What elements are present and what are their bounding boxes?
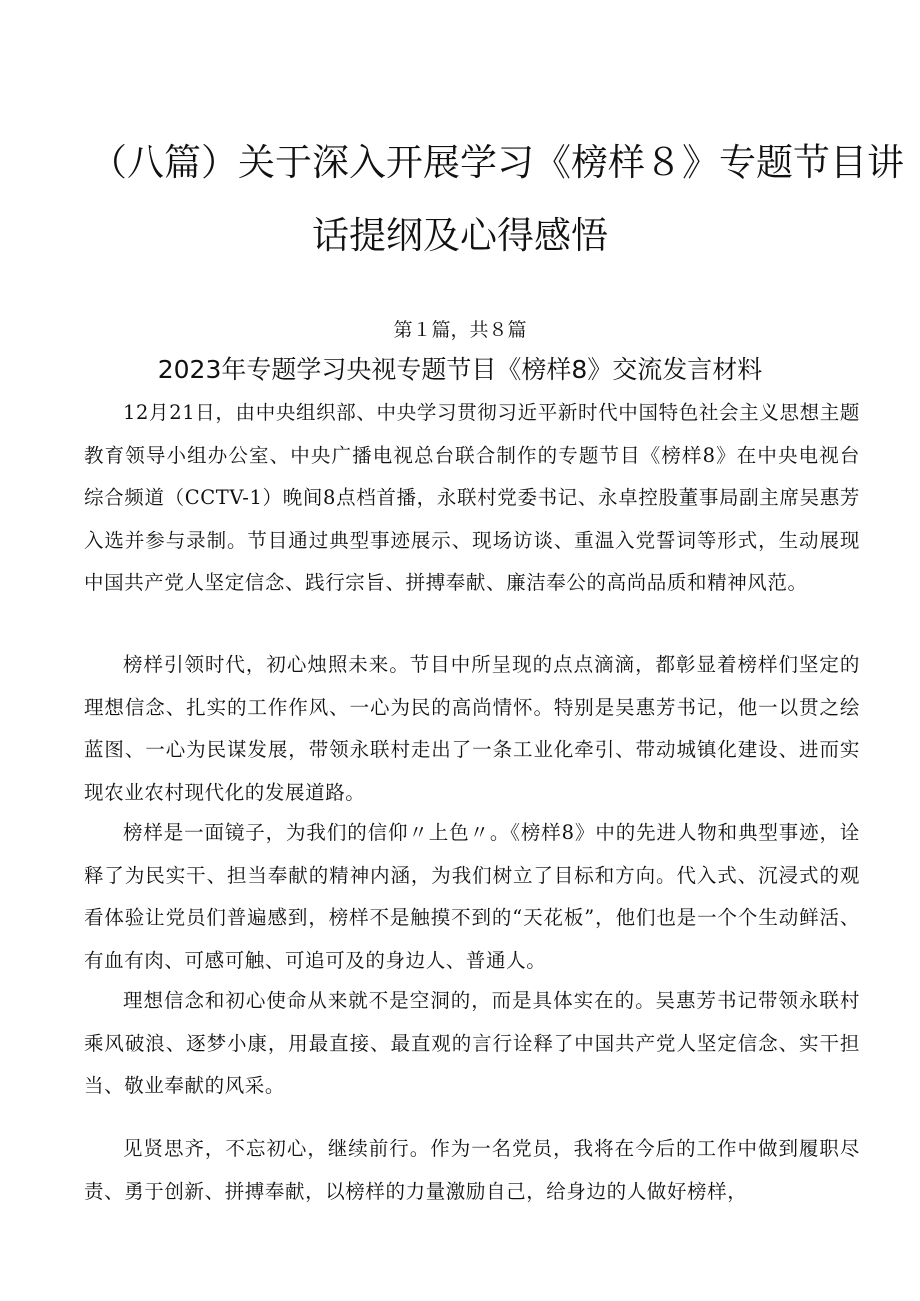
document-title-line-1: （八篇）关于深入开展学习《榜样８》专题节目讲	[90, 141, 904, 184]
document-title-line-2: 话提纲及心得感悟	[312, 214, 608, 257]
body-paragraph-3: 榜样是一面镜子，为我们的信仰〃上色〃。《榜样8》中的先进人物和典型事迹，诠释了为民实干、担当奉献的精神内涵，为我们树立了目标和方向。代入式、沉浸式的观看体验让党员们普遍感到，榜样不是触摸不到的“天花板”，他们也是一个个生动鲜活、有血有肉、可感可触、可追可及的身边人、普通人。	[84, 821, 860, 972]
section-number: 第１篇，共８篇	[393, 319, 527, 341]
body-paragraph-1: 12月21日，由中央组织部、中央学习贯彻习近平新时代中国特色社会主义思想主题教育领导小组办公室、中央广播电视总台联合制作的专题节目《榜样8》在中央电视台综合频道（CCTV-1）晚间8点档首播，永联村党委书记、永卓控股董事局副主席吴惠芳入选并参与录制。节目通过典型事迹展示、现场访谈、重温入党誓词等形式，生动展现中国共产党人坚定信念、践行宗旨、拼搏奉献、廉洁奉公的高尚品质和精神风范。	[84, 401, 860, 595]
body-paragraph-5: 见贤思齐，不忘初心，继续前行。作为一名党员，我将在今后的工作中做到履职尽责、勇于创新、拼搏奉献，以榜样的力量激励自己，给身边的人做好榜样，	[84, 1137, 860, 1203]
body-paragraph-4: 理想信念和初心使命从来就不是空洞的，而是具体实在的。吴惠芳书记带领永联村乘风破浪、逐梦小康，用最直接、最直观的言行诠释了中国共产党人坚定信念、实干担当、敬业奉献的风采。	[84, 989, 860, 1098]
body-paragraph-2: 榜样引领时代，初心烛照未来。节目中所呈现的点点滴滴，都彰显着榜样们坚定的理想信念、扎实的工作作风、一心为民的高尚情怀。特别是吴惠芳书记，他一以贯之绘蓝图、一心为民谋发展，带领永联村走出了一条工业化牵引、带动城镇化建设、进而实现农业农村现代化的发展道路。	[84, 653, 860, 804]
section-title: 2023年专题学习央视专题节目《榜样8》交流发言材料	[157, 355, 763, 384]
